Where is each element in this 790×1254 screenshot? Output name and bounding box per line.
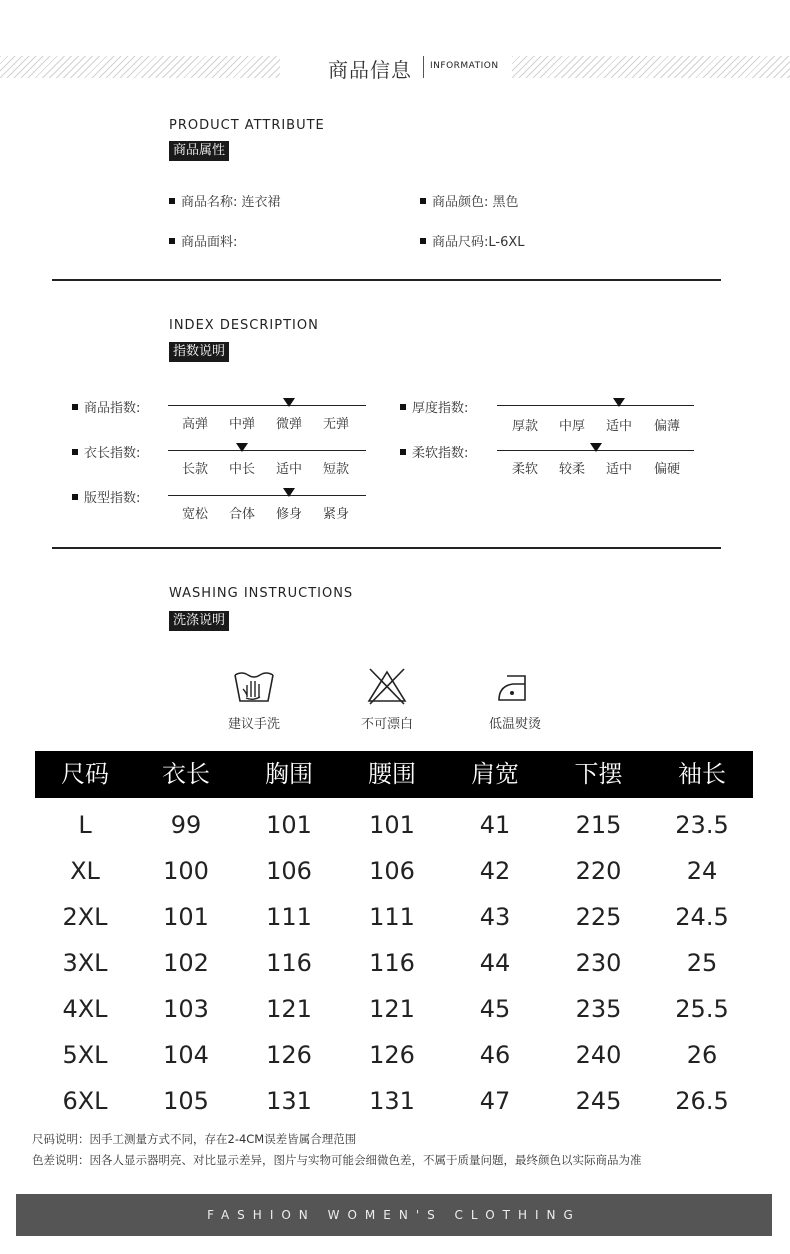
index-option: 中长 bbox=[228, 462, 255, 477]
index-option: 适中 bbox=[605, 419, 632, 434]
index-marker-icon bbox=[283, 398, 295, 407]
table-cell: 100 bbox=[163, 857, 209, 885]
size-note: 尺码说明：因手工测量方式不同，存在2-4CM误差皆属合理范围 bbox=[32, 1132, 357, 1146]
attr-color: 商品颜色: 黑色 bbox=[420, 191, 519, 210]
footer-banner bbox=[16, 1194, 772, 1236]
index-option: 偏薄 bbox=[653, 419, 680, 434]
attr-fabric: 商品面料: bbox=[169, 231, 237, 250]
table-cell: 111 bbox=[369, 903, 415, 931]
index-option: 中弹 bbox=[228, 417, 255, 432]
table-cell: 106 bbox=[369, 857, 415, 885]
index-option: 紧身 bbox=[322, 507, 349, 522]
index-option: 短款 bbox=[322, 462, 349, 477]
table-cell: 225 bbox=[575, 903, 622, 931]
wash-label-iron: 低温熨烫 bbox=[488, 717, 541, 732]
table-cell: 43 bbox=[479, 903, 511, 931]
bullet-icon bbox=[72, 494, 78, 500]
table-header-cell: 下摆 bbox=[574, 760, 623, 788]
table-cell: 106 bbox=[266, 857, 312, 885]
table-cell: 101 bbox=[163, 903, 209, 931]
low-iron-icon bbox=[495, 672, 531, 704]
index-option: 微弹 bbox=[275, 417, 302, 432]
table-cell: 45 bbox=[479, 995, 511, 1023]
table-cell: 111 bbox=[266, 903, 312, 931]
bullet-icon bbox=[72, 404, 78, 410]
table-cell: L bbox=[78, 811, 92, 839]
header-hatch-right bbox=[512, 56, 790, 78]
index-marker-icon bbox=[283, 488, 295, 497]
table-cell: 131 bbox=[369, 1087, 415, 1115]
footer-text: FASHION WOMEN'S CLOTHING bbox=[207, 1208, 581, 1222]
table-header-cell: 肩宽 bbox=[471, 760, 519, 788]
table-header-cell: 袖长 bbox=[678, 760, 726, 788]
table-cell: 5XL bbox=[62, 1041, 108, 1069]
color-note: 色差说明：因各人显示器明亮、对比显示差异，图片与实物可能会细微色差，不属于质量问题，最终颜色以实际商品为准 bbox=[32, 1153, 642, 1167]
table-cell: 126 bbox=[266, 1041, 312, 1069]
index-marker-icon bbox=[613, 398, 625, 407]
no-bleach-icon bbox=[366, 667, 408, 705]
bullet-icon bbox=[72, 449, 78, 455]
index-title-cn: 指数说明 bbox=[169, 342, 229, 362]
index-option: 较柔 bbox=[558, 462, 585, 477]
index-marker-icon bbox=[590, 443, 602, 452]
table-cell: 99 bbox=[170, 811, 202, 839]
hand-wash-icon bbox=[232, 669, 276, 705]
table-cell: 240 bbox=[575, 1041, 622, 1069]
table-cell: 116 bbox=[369, 949, 415, 977]
table-cell: 103 bbox=[163, 995, 209, 1023]
table-header-cell: 胸围 bbox=[265, 760, 313, 788]
table-cell: 102 bbox=[163, 949, 209, 977]
table-cell: 230 bbox=[575, 949, 622, 977]
table-cell: 2XL bbox=[62, 903, 108, 931]
header-hatch-left bbox=[0, 56, 280, 78]
table-cell: 25 bbox=[686, 949, 718, 977]
table-cell: 215 bbox=[575, 811, 622, 839]
table-cell: 3XL bbox=[62, 949, 108, 977]
index-option: 中厚 bbox=[558, 419, 585, 434]
table-header-cell: 腰围 bbox=[368, 760, 416, 788]
table-cell: 245 bbox=[575, 1087, 622, 1115]
bullet-icon bbox=[420, 238, 426, 244]
header-title-en: INFORMATION bbox=[430, 61, 499, 71]
index-label: 版型指数: bbox=[72, 487, 140, 506]
index-option: 适中 bbox=[605, 462, 632, 477]
table-cell: 6XL bbox=[62, 1087, 108, 1115]
table-cell: 26 bbox=[686, 1041, 718, 1069]
table-cell: 46 bbox=[479, 1041, 511, 1069]
table-cell: 23.5 bbox=[675, 811, 729, 839]
table-header-cell: 尺码 bbox=[61, 760, 109, 788]
attribute-title-cn: 商品属性 bbox=[169, 141, 229, 161]
index-label: 衣长指数: bbox=[72, 442, 140, 461]
washing-title-en: WASHING INSTRUCTIONS bbox=[169, 586, 354, 601]
table-cell: 235 bbox=[575, 995, 622, 1023]
bullet-icon bbox=[400, 404, 406, 410]
table-cell: 126 bbox=[369, 1041, 415, 1069]
table-cell: 220 bbox=[575, 857, 622, 885]
table-cell: 121 bbox=[266, 995, 312, 1023]
table-cell: 104 bbox=[163, 1041, 209, 1069]
index-option: 无弹 bbox=[322, 417, 349, 432]
index-option: 柔软 bbox=[511, 462, 538, 477]
table-cell: 44 bbox=[479, 949, 511, 977]
table-cell: 26.5 bbox=[675, 1087, 729, 1115]
table-cell: 121 bbox=[369, 995, 415, 1023]
index-option: 高弹 bbox=[181, 417, 208, 432]
bullet-icon bbox=[169, 198, 175, 204]
wash-label-bleach: 不可漂白 bbox=[360, 717, 413, 732]
index-scale-line bbox=[168, 405, 366, 406]
index-label: 柔软指数: bbox=[400, 442, 468, 461]
table-cell: 41 bbox=[479, 811, 511, 839]
table-cell: 25.5 bbox=[675, 995, 729, 1023]
index-option: 偏硬 bbox=[653, 462, 680, 477]
bullet-icon bbox=[169, 238, 175, 244]
bullet-icon bbox=[400, 449, 406, 455]
index-scale-line bbox=[168, 495, 366, 496]
attr-name: 商品名称: 连衣裙 bbox=[169, 191, 281, 210]
index-option: 适中 bbox=[275, 462, 302, 477]
washing-title-cn: 洗涤说明 bbox=[169, 611, 229, 631]
index-scale-line bbox=[497, 405, 694, 406]
table-cell: 105 bbox=[163, 1087, 209, 1115]
index-option: 宽松 bbox=[181, 507, 208, 522]
index-title-en: INDEX DESCRIPTION bbox=[169, 318, 319, 333]
table-cell: 47 bbox=[479, 1087, 511, 1115]
table-header-cell: 衣长 bbox=[162, 760, 210, 788]
table-cell: 24.5 bbox=[675, 903, 729, 931]
table-cell: 101 bbox=[266, 811, 312, 839]
header-separator bbox=[423, 56, 424, 78]
wash-label-hand: 建议手洗 bbox=[227, 717, 280, 732]
header-title-cn: 商品信息 bbox=[328, 58, 412, 82]
divider-1 bbox=[52, 279, 721, 281]
index-scale-line bbox=[168, 450, 366, 451]
divider-2 bbox=[52, 547, 721, 549]
index-label: 厚度指数: bbox=[400, 397, 468, 416]
table-cell: 116 bbox=[266, 949, 312, 977]
table-cell: XL bbox=[70, 857, 100, 885]
index-option: 长款 bbox=[181, 462, 208, 477]
bullet-icon bbox=[420, 198, 426, 204]
index-option: 修身 bbox=[275, 507, 302, 522]
index-marker-icon bbox=[236, 443, 248, 452]
table-cell: 42 bbox=[479, 857, 511, 885]
table-cell: 101 bbox=[369, 811, 415, 839]
index-label: 商品指数: bbox=[72, 397, 140, 416]
table-cell: 24 bbox=[686, 857, 718, 885]
index-option: 厚款 bbox=[511, 419, 538, 434]
attribute-title-en: PRODUCT ATTRIBUTE bbox=[169, 118, 325, 133]
table-cell: 131 bbox=[266, 1087, 312, 1115]
table-cell: 4XL bbox=[62, 995, 108, 1023]
attr-size: 商品尺码:L-6XL bbox=[420, 231, 525, 250]
index-option: 合体 bbox=[228, 507, 255, 522]
